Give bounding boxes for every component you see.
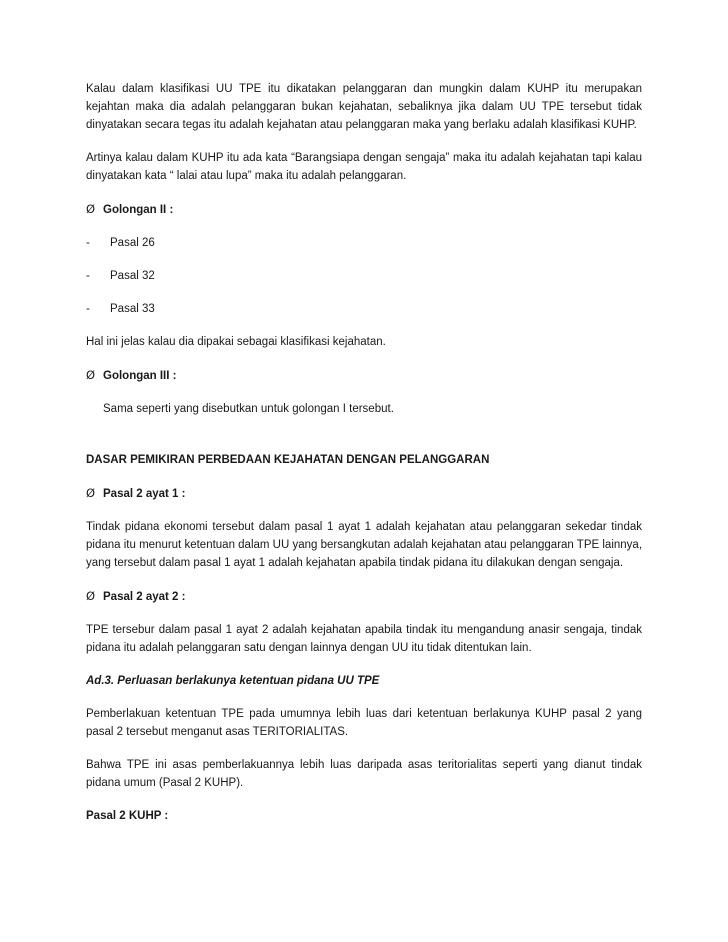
paragraph-tindak-pidana: Tindak pidana ekonomi tersebut dalam pasal 1 ayat 1 adalah kejahatan atau pelanggaran sekedar tindak pidana itu menurut ketentuan dalam UU yang bersangkutan adalah kejahatan atau pelanggaran TPE lainnya, yang tersebut dalam pasal 1 ayat 1 adalah kejahatan apabila tindak pidana itu dilakukan dengan sengaja.: [86, 521, 643, 569]
golongan-2-label: Golongan II :: [103, 204, 174, 216]
paragraph-klasifikasi: Kalau dalam klasifikasi UU TPE itu dikatakan pelanggaran dan mungkin dalam KUHP itu merupakan kejahtan maka dia adalah pelanggaran bukan kejahatan, sebaliknya jika dalam UU TPE tersebut tidak dinyatakan secara tegas itu adalah kejahatan atau pelanggaran maka yang berlaku adalah klasifikasi KUHP.: [86, 83, 642, 131]
paragraph-tpe-tersebur: TPE tersebur dalam pasal 1 ayat 2 adalah kejahatan apabila tindak itu mengandung anasir sengaja, tindak pidana itu adalah pelanggaran satu dengan lainnya dengan UU itu tidak ditentukan lain.: [86, 624, 642, 654]
list-item: [86, 234, 642, 252]
bullet-pasal-2-ayat-1: [86, 484, 642, 503]
dash-marker: -: [86, 270, 90, 282]
paragraph-artinya: Artinya kalau dalam KUHP itu ada kata “Barangsiapa dengan sengaja” maka itu adalah kejahatan tapi kalau dinyatakan kata “ lalai atau lupa” maka itu adalah pelanggaran.: [86, 152, 642, 182]
heading-dasar-pemikiran: DASAR PEMIKIRAN PERBEDAAN KEJAHATAN DENGAN PELANGGARAN: [86, 454, 490, 466]
spacer: [86, 433, 642, 451]
bullet-golongan-3: [86, 366, 642, 385]
list-item: [86, 300, 642, 318]
dash-marker: -: [86, 237, 90, 249]
heading-ad3: Ad.3. Perluasan berlakunya ketentuan pidana UU TPE: [86, 675, 380, 687]
dash-marker: -: [86, 303, 90, 315]
bullet-arrow-icon: Ø: [86, 202, 96, 216]
bullet-arrow-icon: Ø: [86, 368, 96, 382]
pasal-32: Pasal 32: [110, 270, 155, 282]
bullet-golongan-2: [86, 200, 642, 219]
paragraph-pemberlakuan: Pemberlakuan ketentuan TPE pada umumnya lebih luas dari ketentuan berlakunya KUHP pasal 2 yang pasal 2 tersebut menganut asas TERITORIALITAS.: [86, 708, 642, 738]
paragraph-hal-ini: Hal ini jelas kalau dia dipakai sebagai klasifikasi kejahatan.: [86, 336, 386, 348]
paragraph-bahwa-tpe: Bahwa TPE ini asas pemberlakuannya lebih luas daripada asas teritorialitas seperti yang dianut tindak pidana umum (Pasal 2 KUHP).: [86, 759, 642, 789]
pasal-26: Pasal 26: [110, 237, 155, 249]
pasal-33: Pasal 33: [110, 303, 155, 315]
bullet-arrow-icon: Ø: [86, 589, 96, 603]
pasal-2-ayat-1-label: Pasal 2 ayat 1 :: [103, 488, 186, 500]
heading-pasal-2-kuhp: Pasal 2 KUHP :: [86, 810, 169, 822]
pasal-2-ayat-2-label: Pasal 2 ayat 2 :: [103, 591, 186, 603]
bullet-pasal-2-ayat-2: [86, 587, 642, 606]
bullet-arrow-icon: Ø: [86, 486, 96, 500]
list-item: [86, 267, 642, 285]
golongan-3-label: Golongan III :: [103, 370, 177, 382]
paragraph-sama-seperti: Sama seperti yang disebutkan untuk golongan I tersebut.: [103, 403, 394, 415]
